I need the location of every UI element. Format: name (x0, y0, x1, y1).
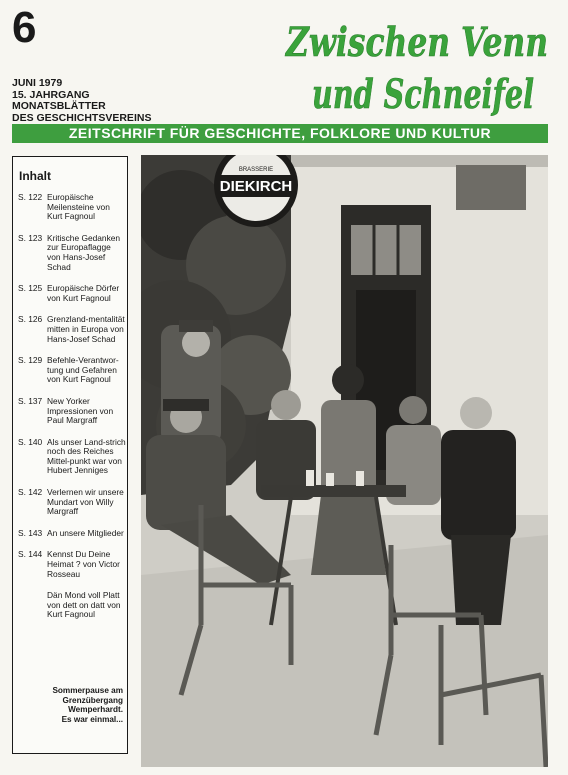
caption-line: Wemperhardt. (68, 705, 123, 715)
toc-text: New Yorker Impressionen von Paul Margraff (47, 395, 114, 426)
toc-item (18, 438, 126, 476)
issue-meta (12, 78, 151, 124)
toc-item (18, 529, 126, 539)
masthead-line2: und Schneifel (312, 71, 534, 118)
toc-item (18, 234, 126, 272)
toc-page: S. 129 (18, 355, 43, 366)
toc-page: S. 122 (18, 192, 43, 202)
toc-list (18, 193, 126, 620)
toc-item (18, 550, 126, 579)
toc-text: Als unser Land-strich noch des Reiches Mittel-punkt war von Hubert Jenniges (47, 436, 126, 476)
masthead (282, 10, 552, 118)
toc-text: An unsere Mitglieder (47, 527, 124, 538)
cover-photo (141, 155, 548, 767)
toc-text: Europäische Meilensteine von Kurt Fagnoul (47, 192, 110, 222)
toc-text: Grenzland-mentalität mitten in Europa von Hans-Josef Schad (47, 314, 125, 344)
issue-series-line2: DES GESCHICHTSVEREINS (12, 111, 152, 124)
caption-line: Es war einmal... (61, 715, 123, 725)
caption-line: Sommerpause am (52, 685, 123, 695)
toc-page: S. 142 (18, 487, 43, 498)
photo-caption (19, 686, 123, 725)
issue-volume: 15. JAHRGANG (12, 88, 90, 101)
cover-photo-illustration (141, 155, 548, 767)
toc-text: Kennst Du Deine Heimat ? von Victor Rosseau (47, 549, 120, 579)
sign-text: DIEKIRCH (219, 178, 293, 195)
toc-page: S. 140 (18, 436, 43, 447)
issue-series-line1: MONATSBLÄTTER (12, 100, 106, 112)
issue-date: JUNI 1979 (12, 77, 63, 89)
toc-page: S. 143 (18, 527, 43, 538)
table-of-contents (12, 156, 128, 754)
subtitle-bar: ZEITSCHRIFT FÜR GESCHICHTE, FOLKLORE UND KULTUR (12, 124, 548, 143)
toc-text: Europäische Dörfer von Kurt Fagnoul (47, 283, 120, 303)
toc-text: Befehle-Verantwor-tung und Gefahren von Kurt Fagnoul (47, 355, 119, 385)
toc-page: S. 137 (18, 395, 43, 406)
masthead-logo (282, 10, 552, 118)
caption-line: Grenzübergang (62, 695, 123, 705)
toc-item (18, 315, 126, 344)
issue-number: 6 (12, 3, 37, 52)
toc-text: Verlernen wir unsere Mundart von Willy Margraff (47, 487, 124, 517)
sign-small-text: BRASSERIE (238, 167, 274, 173)
toc-heading: Inhalt (19, 169, 51, 183)
toc-text: Kritische Gedanken zur Europaflagge von Hans-Josef Schad (47, 232, 121, 272)
toc-item (18, 284, 126, 303)
toc-item (18, 397, 126, 426)
toc-page: S. 123 (18, 232, 43, 243)
toc-item (18, 488, 126, 517)
toc-page: S. 125 (18, 283, 43, 294)
masthead-line1: Zwischen Venn (284, 19, 548, 66)
toc-extra: Dän Mond voll Platt von dett on datt von Kurt Fagnoul (47, 590, 121, 620)
toc-page: S. 144 (18, 549, 43, 560)
toc-item (18, 356, 126, 385)
toc-item (18, 193, 126, 222)
toc-page: S. 126 (18, 314, 43, 325)
